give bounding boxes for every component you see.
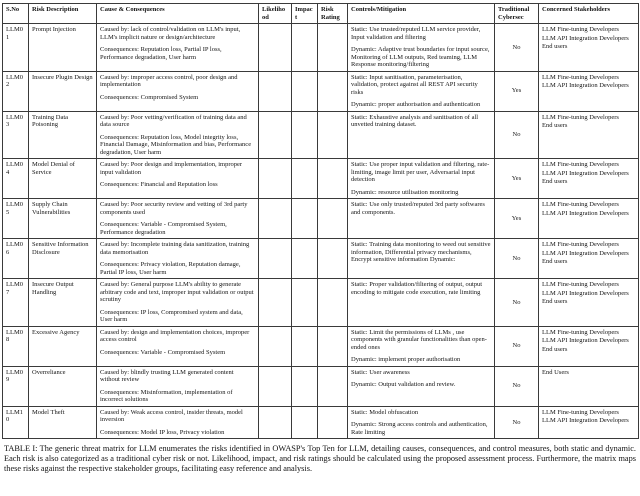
cell-cause-consequences bbox=[97, 279, 259, 327]
table-row bbox=[3, 159, 639, 199]
cell-cause-consequences bbox=[97, 24, 259, 72]
cell-impact bbox=[292, 279, 318, 327]
stakeholder-item: LLM API Integration Developers bbox=[542, 209, 629, 217]
stakeholder-item: LLM Fine-tuning Developers bbox=[542, 241, 619, 248]
cell-stakeholders bbox=[539, 406, 639, 439]
cell-risk-description: Training Data Poisoning bbox=[29, 111, 97, 159]
stakeholder-item: LLM Fine-tuning Developers bbox=[542, 113, 619, 121]
stakeholder-item: LLM Fine-tuning Developers bbox=[542, 201, 619, 208]
cell-likelihood bbox=[259, 199, 292, 239]
cell-stakeholders bbox=[539, 279, 639, 327]
cell-cause-consequences bbox=[97, 111, 259, 159]
stakeholder-item: End users bbox=[542, 345, 568, 353]
cell-controls-mitigation bbox=[348, 199, 495, 239]
stakeholder-item: LLM API Integration Developers bbox=[542, 249, 629, 257]
cell-stakeholders bbox=[539, 199, 639, 239]
table-row bbox=[3, 406, 639, 439]
consequences-text: Consequences: Financial and Reputation loss bbox=[100, 181, 218, 188]
consequences-text: Consequences: Model IP loss, Privacy violation bbox=[100, 428, 225, 436]
cell-cause-consequences bbox=[97, 326, 259, 366]
table-row bbox=[3, 279, 639, 327]
cell-traditional-cybersec: Yes bbox=[495, 199, 539, 239]
caused-by-text: Caused by: Incomplete training data sanitization, training data memorisation bbox=[100, 241, 250, 256]
static-controls-text: Static: Limit the permissions of LLMs , use components with granular functionalities than open-ended ones bbox=[351, 328, 487, 351]
caused-by-text: Caused by: Poor security review and vetting of 3rd party components used bbox=[100, 201, 248, 216]
stakeholder-item: LLM API Integration Developers bbox=[542, 417, 629, 424]
cell-impact bbox=[292, 239, 318, 279]
table-header-row bbox=[3, 4, 639, 24]
cell-impact bbox=[292, 71, 318, 111]
stakeholder-item: LLM Fine-tuning Developers bbox=[542, 281, 619, 288]
table-row bbox=[3, 366, 639, 406]
header-traditional-cybersec: Traditional Cybersec bbox=[495, 4, 539, 24]
header-cause-consequences: Cause & Consequences bbox=[97, 4, 259, 24]
cell-likelihood bbox=[259, 159, 292, 199]
cell-risk-id: LLM02 bbox=[3, 71, 29, 111]
cell-stakeholders bbox=[539, 111, 639, 159]
cell-cause-consequences bbox=[97, 406, 259, 439]
cell-impact bbox=[292, 326, 318, 366]
stakeholder-item: End Users bbox=[542, 368, 569, 376]
dynamic-controls-text: Dynamic: Strong access controls and authentication, Rate limiting bbox=[351, 421, 488, 436]
cell-risk-description: Prompt Injection bbox=[29, 24, 97, 72]
static-controls-text: Static: Input sanitisation, parameterisation, validation, protect against all REST API security risks bbox=[351, 73, 478, 96]
dynamic-controls-text: Dynamic: Adaptive trust boundaries for input source, Monitoring of LLM outputs, Red teaming, LLM Response monitoring/filtering bbox=[351, 46, 490, 68]
stakeholder-item: LLM API Integration Developers bbox=[542, 34, 629, 42]
cell-impact bbox=[292, 111, 318, 159]
cell-controls-mitigation bbox=[348, 239, 495, 279]
caused-by-text: Caused by: design and implementation choices, improper access control bbox=[100, 328, 250, 343]
cell-controls-mitigation bbox=[348, 326, 495, 366]
static-controls-text: Static: User awareness bbox=[351, 368, 410, 376]
static-controls-text: Static: Model obfuscation bbox=[351, 408, 419, 416]
table-row bbox=[3, 111, 639, 159]
static-controls-text: Static: Use trusted/reputed LLM service provider, Input validation and filtering bbox=[351, 26, 481, 41]
cell-stakeholders bbox=[539, 366, 639, 406]
consequences-text: Consequences: IP loss, Compromised system and data, User harm bbox=[100, 308, 243, 323]
table-row bbox=[3, 326, 639, 366]
table-row bbox=[3, 24, 639, 72]
caused-by-text: Caused by: lack of control/validation on LLM's input, LLM's implicit nature or design/architecture bbox=[100, 26, 241, 41]
cell-risk-id: LLM06 bbox=[3, 239, 29, 279]
stakeholder-item: End users bbox=[542, 178, 568, 185]
stakeholder-item: LLM Fine-tuning Developers bbox=[542, 161, 619, 168]
header-sno: S.No bbox=[3, 4, 29, 24]
consequences-text: Consequences: Misinformation, implementation of incorrect solutions bbox=[100, 388, 233, 403]
cell-risk-rating bbox=[318, 159, 348, 199]
cell-traditional-cybersec: No bbox=[495, 239, 539, 279]
cell-impact bbox=[292, 199, 318, 239]
cell-risk-rating bbox=[318, 406, 348, 439]
stakeholder-item: End users bbox=[542, 298, 568, 305]
cell-risk-id: LLM10 bbox=[3, 406, 29, 439]
dynamic-controls-text: Dynamic: proper authorisation and authentication bbox=[351, 101, 481, 108]
dynamic-controls-text: Dynamic: implement proper authorisation bbox=[351, 356, 461, 363]
stakeholder-item: LLM Fine-tuning Developers bbox=[542, 73, 619, 81]
cell-traditional-cybersec: No bbox=[495, 111, 539, 159]
cell-risk-rating bbox=[318, 239, 348, 279]
stakeholder-item: End users bbox=[542, 122, 568, 129]
cell-cause-consequences bbox=[97, 239, 259, 279]
cell-impact bbox=[292, 24, 318, 72]
cell-risk-id: LLM09 bbox=[3, 366, 29, 406]
cell-risk-rating bbox=[318, 199, 348, 239]
cell-risk-id: LLM04 bbox=[3, 159, 29, 199]
cell-controls-mitigation bbox=[348, 279, 495, 327]
consequences-text: Consequences: Compromised System bbox=[100, 93, 199, 101]
caused-by-text: Caused by: improper access control, poor design and implementation bbox=[100, 73, 238, 88]
table-caption: TABLE I: The generic threat matrix for LLM enumerates the risks identified in OWASP's Top Ten for LLM, detailing causes, consequences, and control measures, both static and dynamic. Each risk is also categorized as a traditional cyber risk or not. Likelihood, impact, and risk ratings should be calculated using the proposed assessment process. Furthermore, the matrix maps these risks against the respective stakeholder groups, facilitating easy reference and analysis. bbox=[4, 444, 636, 474]
caused-by-text: Caused by: Poor vetting/verification of training data and data source bbox=[100, 113, 247, 128]
cell-risk-id: LLM05 bbox=[3, 199, 29, 239]
header-risk-description: Risk Description bbox=[29, 4, 97, 24]
cell-controls-mitigation bbox=[348, 71, 495, 111]
cell-likelihood bbox=[259, 111, 292, 159]
dynamic-controls-text: Dynamic: Output validation and review. bbox=[351, 381, 456, 388]
caused-by-text: Caused by: Weak access control, insider threats, model inversion bbox=[100, 408, 243, 423]
llm-threat-matrix-table bbox=[2, 3, 639, 439]
cell-stakeholders bbox=[539, 159, 639, 199]
cell-likelihood bbox=[259, 24, 292, 72]
cell-traditional-cybersec: No bbox=[495, 279, 539, 327]
stakeholder-item: LLM API Integration Developers bbox=[542, 169, 629, 177]
header-controls-mitigation: Controls/Mitigation bbox=[348, 4, 495, 24]
cell-risk-rating bbox=[318, 366, 348, 406]
cell-likelihood bbox=[259, 239, 292, 279]
cell-likelihood bbox=[259, 279, 292, 327]
header-risk-rating: Risk Rating bbox=[318, 4, 348, 24]
cell-traditional-cybersec: No bbox=[495, 24, 539, 72]
cell-stakeholders bbox=[539, 239, 639, 279]
consequences-text: Consequences: Reputation loss, Model integrity loss, Financial Damage, Misinformation and bias, Performance degradation, User harm bbox=[100, 133, 252, 156]
cell-traditional-cybersec: Yes bbox=[495, 71, 539, 111]
cell-risk-description: Insecure Plugin Design bbox=[29, 71, 97, 111]
consequences-text: Consequences: Variable - Compromised System, Performance degradation bbox=[100, 221, 227, 236]
cell-risk-description: Insecure Output Handling bbox=[29, 279, 97, 327]
stakeholder-item: LLM Fine-tuning Developers bbox=[542, 408, 619, 416]
header-likelihood: Likelihood bbox=[259, 4, 292, 24]
cell-impact bbox=[292, 366, 318, 406]
cell-impact bbox=[292, 406, 318, 439]
cell-cause-consequences bbox=[97, 366, 259, 406]
cell-risk-description: Sensitive Information Disclosure bbox=[29, 239, 97, 279]
cell-controls-mitigation bbox=[348, 24, 495, 72]
cell-controls-mitigation bbox=[348, 406, 495, 439]
cell-likelihood bbox=[259, 406, 292, 439]
header-concerned-stakeholders: Concerned Stakeholders bbox=[539, 4, 639, 24]
risk-table-body bbox=[3, 24, 639, 439]
cell-stakeholders bbox=[539, 326, 639, 366]
cell-risk-description: Model Denial of Service bbox=[29, 159, 97, 199]
static-controls-text: Static: Use proper input validation and filtering, rate-limiting, image limit per user, Adversarial input detection bbox=[351, 161, 490, 183]
cell-risk-id: LLM03 bbox=[3, 111, 29, 159]
cell-stakeholders bbox=[539, 24, 639, 72]
cell-risk-description: Overreliance bbox=[29, 366, 97, 406]
caused-by-text: Caused by: Poor design and implementation, improper input validation bbox=[100, 161, 243, 176]
stakeholder-item: LLM API Integration Developers bbox=[542, 82, 629, 89]
table-row bbox=[3, 239, 639, 279]
table-row bbox=[3, 71, 639, 111]
cell-likelihood bbox=[259, 366, 292, 406]
stakeholder-item: LLM Fine-tuning Developers bbox=[542, 26, 619, 33]
cell-risk-rating bbox=[318, 71, 348, 111]
cell-traditional-cybersec: No bbox=[495, 366, 539, 406]
cell-risk-rating bbox=[318, 111, 348, 159]
table-row bbox=[3, 199, 639, 239]
cell-risk-id: LLM07 bbox=[3, 279, 29, 327]
stakeholder-item: End users bbox=[542, 258, 568, 265]
cell-risk-rating bbox=[318, 24, 348, 72]
cell-risk-description: Supply Chain Vulnerabilities bbox=[29, 199, 97, 239]
cell-traditional-cybersec: No bbox=[495, 326, 539, 366]
cell-cause-consequences bbox=[97, 159, 259, 199]
cell-cause-consequences bbox=[97, 199, 259, 239]
cell-impact bbox=[292, 159, 318, 199]
cell-risk-id: LLM08 bbox=[3, 326, 29, 366]
cell-risk-id: LLM01 bbox=[3, 24, 29, 72]
cell-controls-mitigation bbox=[348, 366, 495, 406]
static-controls-text: Static: Exhaustive analysis and sanitisation of all unvetted training dataset. bbox=[351, 113, 479, 128]
stakeholder-item: End users bbox=[542, 43, 568, 50]
header-impact: Impact bbox=[292, 4, 318, 24]
cell-stakeholders bbox=[539, 71, 639, 111]
stakeholder-item: LLM API Integration Developers bbox=[542, 337, 629, 344]
cell-risk-description: Model Theft bbox=[29, 406, 97, 439]
cell-controls-mitigation bbox=[348, 111, 495, 159]
cell-controls-mitigation bbox=[348, 159, 495, 199]
cell-likelihood bbox=[259, 326, 292, 366]
dynamic-controls-text: Dynamic: resource utilisation monitoring bbox=[351, 188, 459, 196]
cell-risk-description: Excessive Agency bbox=[29, 326, 97, 366]
cell-cause-consequences bbox=[97, 71, 259, 111]
caused-by-text: Caused by: blindly trusting LLM generated content without review bbox=[100, 368, 234, 383]
consequences-text: Consequences: Reputation loss, Partial IP loss, Performance degradation, User harm bbox=[100, 46, 222, 61]
cell-traditional-cybersec: Yes bbox=[495, 159, 539, 199]
cell-traditional-cybersec: No bbox=[495, 406, 539, 439]
stakeholder-item: LLM Fine-tuning Developers bbox=[542, 328, 619, 336]
static-controls-text: Static: Proper validation/filtering of output, output encoding to mitigate code execution, rate limiting bbox=[351, 281, 483, 296]
stakeholder-item: LLM API Integration Developers bbox=[542, 289, 629, 297]
cell-risk-rating bbox=[318, 279, 348, 327]
consequences-text: Consequences: Privacy violation, Reputation damage, Partial IP loss, User harm bbox=[100, 261, 241, 276]
cell-likelihood bbox=[259, 71, 292, 111]
caused-by-text: Caused by: General purpose LLM's ability to generate arbitrary code and text, improper input validation or output scrutiny bbox=[100, 281, 254, 303]
cell-risk-rating bbox=[318, 326, 348, 366]
static-controls-text: Static: Training data monitoring to weed out sensitive information, Differential privacy mechanisms, Encrypt sensitive information Dynamic: bbox=[351, 241, 491, 263]
consequences-text: Consequences: Variable - Compromised System bbox=[100, 348, 226, 356]
static-controls-text: Static: Use only trusted/reputed 3rd party softwares and components. bbox=[351, 201, 485, 216]
